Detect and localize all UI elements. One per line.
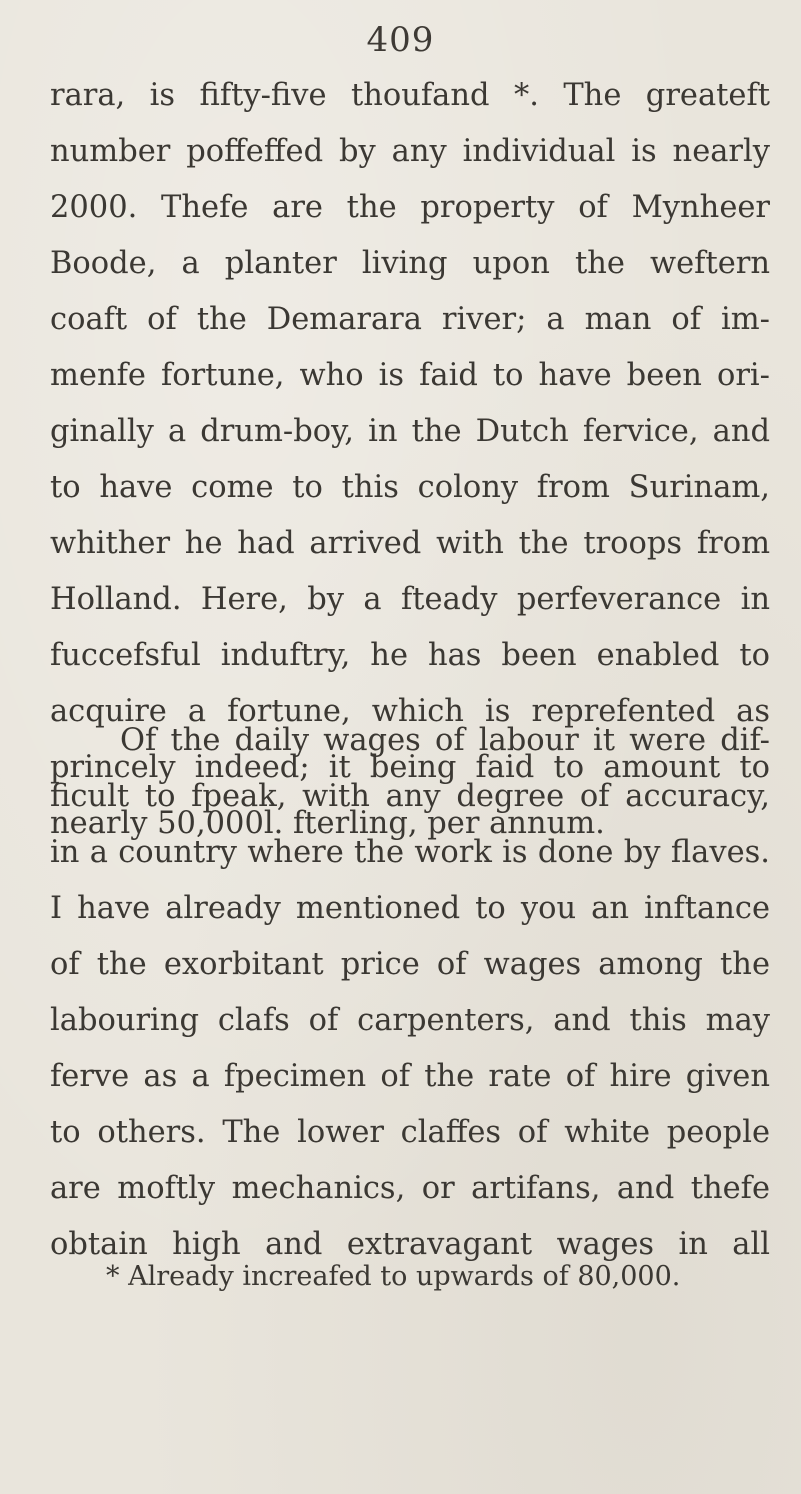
text-line: acquire a fortune, which is reprefented as <box>50 694 770 729</box>
text-line: are moftly mechanics, or artifans, and thefe <box>50 1171 770 1206</box>
paragraph-2 <box>50 713 770 1273</box>
text-line: obtain high and extravagant wages in all <box>50 1227 770 1262</box>
text-line: whither he had arrived with the troops from <box>50 526 770 561</box>
text-line: to others. The lower claffes of white people <box>50 1115 770 1150</box>
text-line: ficult to fpeak, with any degree of accuracy, <box>50 779 770 814</box>
text-line: labouring clafs of carpenters, and this may <box>50 1003 770 1038</box>
text-line: menfe fortune, who is faid to have been ori- <box>50 358 770 393</box>
page-number: 409 <box>366 20 435 60</box>
text-line: of the exorbitant price of wages among the <box>50 947 770 982</box>
text-line: ferve as a fpecimen of the rate of hire given <box>50 1059 770 1094</box>
text-line: Of the daily wages of labour it were dif- <box>120 723 770 758</box>
text-line: in a country where the work is done by flaves. <box>50 835 770 870</box>
text-line: to have come to this colony from Surinam, <box>50 470 770 505</box>
text-line: ginally a drum-boy, in the Dutch fervice, and <box>50 414 770 449</box>
text-line: coaft of the Demarara river; a man of im- <box>50 302 770 337</box>
text-line: Holland. Here, by a fteady perfeverance in <box>50 582 770 617</box>
text-line: I have already mentioned to you an inftance <box>50 891 770 926</box>
footnote: * Already increafed to upwards of 80,000. <box>106 1261 681 1292</box>
text-line: Boode, a planter living upon the weftern <box>50 246 770 281</box>
text-line: rara, is fifty-five thoufand *. The greateft <box>50 78 770 113</box>
text-line: 2000. Thefe are the property of Mynheer <box>50 190 770 225</box>
text-line: fuccefsful induftry, he has been enabled to <box>50 638 770 673</box>
text-line: nearly 50,000l. fterling, per annum. <box>50 806 605 841</box>
text-line: princely indeed; it being faid to amount to <box>50 750 770 785</box>
text-line: number poffeffed by any individual is nearly <box>50 134 770 169</box>
